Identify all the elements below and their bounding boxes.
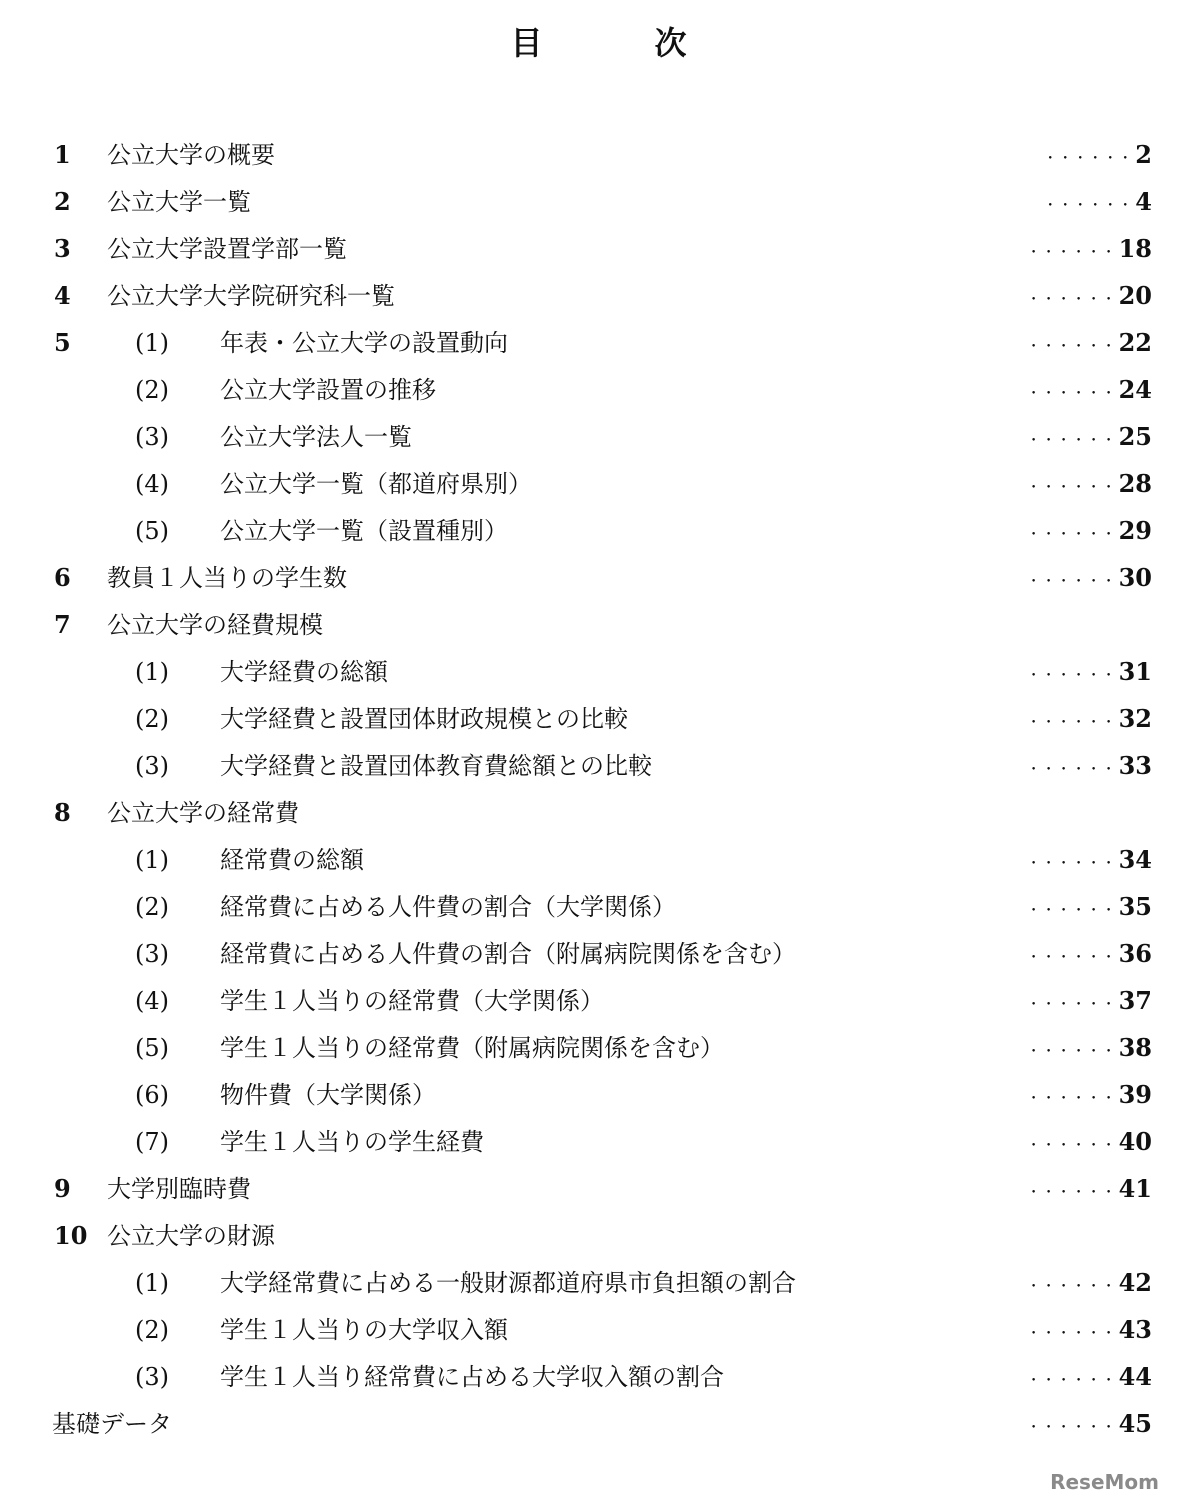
page-number: 4 — [1135, 187, 1152, 216]
leader-dots: ・・・・・・ — [1026, 997, 1117, 1013]
toc-entry[interactable] — [0, 136, 1197, 183]
entry-subnumber: (1) — [135, 329, 169, 357]
toc-entry[interactable] — [0, 794, 1197, 841]
entry-title: 公立大学一覧（都道府県別） — [220, 470, 532, 498]
entry-subnumber: (5) — [135, 1034, 169, 1062]
entry-title: 経常費の総額 — [220, 846, 364, 874]
toc-entry[interactable] — [0, 1170, 1197, 1217]
entry-title: 基礎データ — [52, 1410, 172, 1438]
toc-entry[interactable] — [0, 841, 1197, 888]
page-number: 22 — [1118, 328, 1152, 357]
toc-entry[interactable] — [0, 230, 1197, 277]
page-number: 29 — [1118, 516, 1152, 545]
toc-entry[interactable] — [0, 1405, 1197, 1452]
leader-dots: ・・・・・・ — [1026, 433, 1117, 449]
entry-subnumber: (4) — [135, 470, 169, 498]
entry-title: 大学経常費に占める一般財源都道府県市負担額の割合 — [220, 1269, 796, 1297]
entry-title: 大学経費と設置団体教育費総額との比較 — [220, 752, 652, 780]
entry-title: 公立大学の財源 — [107, 1222, 275, 1250]
page-number: 31 — [1118, 657, 1152, 686]
entry-title: 物件費（大学関係） — [220, 1081, 436, 1109]
entry-title: 公立大学法人一覧 — [220, 423, 412, 451]
entry-title: 公立大学一覧 — [107, 188, 251, 216]
toc-entry[interactable] — [0, 1311, 1197, 1358]
page-leader — [1027, 700, 1152, 742]
page-number: 18 — [1118, 234, 1152, 263]
resemom-watermark: ReseMom — [1050, 1470, 1159, 1494]
entry-title: 公立大学大学院研究科一覧 — [107, 282, 395, 310]
leader-dots: ・・・・・・ — [1026, 574, 1117, 590]
entry-title: 大学経費の総額 — [220, 658, 388, 686]
entry-subnumber: (7) — [135, 1128, 169, 1156]
leader-dots: ・・・・・・ — [1026, 339, 1117, 355]
entry-title: 教員１人当りの学生数 — [107, 564, 347, 592]
toc-entry[interactable] — [0, 888, 1197, 935]
entry-title: 学生１人当りの経常費（大学関係） — [220, 987, 604, 1015]
toc-entry[interactable] — [0, 277, 1197, 324]
toc-entry[interactable] — [0, 465, 1197, 512]
page-number: 35 — [1118, 892, 1152, 921]
toc-entry[interactable] — [0, 512, 1197, 559]
toc-entry[interactable] — [0, 700, 1197, 747]
toc-entry[interactable] — [0, 935, 1197, 982]
page-number: 37 — [1118, 986, 1152, 1015]
toc-entry[interactable] — [0, 371, 1197, 418]
entry-subnumber: (3) — [135, 752, 169, 780]
toc-entry[interactable] — [0, 1076, 1197, 1123]
page-leader — [1027, 1029, 1152, 1071]
entry-subnumber: (2) — [135, 1316, 169, 1344]
entry-subnumber: (3) — [135, 940, 169, 968]
leader-dots: ・・・・・・ — [1026, 245, 1117, 261]
entry-subnumber: (2) — [135, 705, 169, 733]
page-leader — [1027, 1405, 1152, 1447]
page-leader — [1027, 935, 1152, 977]
entry-subnumber: (4) — [135, 987, 169, 1015]
toc-entry[interactable] — [0, 982, 1197, 1029]
page-number: 41 — [1118, 1174, 1152, 1203]
toc-entry[interactable] — [0, 324, 1197, 371]
leader-dots: ・・・・・・ — [1026, 527, 1117, 543]
page-number: 33 — [1118, 751, 1152, 780]
leader-dots: ・・・・・・ — [1026, 903, 1117, 919]
table-of-contents — [0, 136, 1197, 1452]
leader-dots: ・・・・・・ — [1026, 950, 1117, 966]
page-number: 34 — [1118, 845, 1152, 874]
entry-title: 公立大学の経費規模 — [107, 611, 323, 639]
toc-entry[interactable] — [0, 559, 1197, 606]
toc-entry[interactable] — [0, 1217, 1197, 1264]
entry-number: 8 — [54, 798, 71, 827]
toc-entry[interactable] — [0, 1264, 1197, 1311]
page-leader — [1027, 982, 1152, 1024]
entry-number: 7 — [54, 610, 71, 639]
entry-title: 経常費に占める人件費の割合（大学関係） — [220, 893, 676, 921]
leader-dots: ・・・・・・ — [1026, 668, 1117, 684]
toc-entry[interactable] — [0, 1029, 1197, 1076]
page-number: 45 — [1118, 1409, 1152, 1438]
entry-title: 公立大学の概要 — [107, 141, 275, 169]
entry-subnumber: (5) — [135, 517, 169, 545]
entry-number: 6 — [54, 563, 71, 592]
entry-title: 学生１人当り経常費に占める大学収入額の割合 — [220, 1363, 724, 1391]
leader-dots: ・・・・・・ — [1026, 1044, 1117, 1060]
page-leader — [1027, 1170, 1152, 1212]
entry-subnumber: (6) — [135, 1081, 169, 1109]
entry-title: 公立大学一覧（設置種別） — [220, 517, 508, 545]
entry-subnumber: (3) — [135, 423, 169, 451]
page-leader — [1027, 1123, 1152, 1165]
page-leader — [1027, 418, 1152, 460]
leader-dots: ・・・・・・ — [1026, 386, 1117, 402]
toc-entry[interactable] — [0, 653, 1197, 700]
entry-number: 9 — [54, 1174, 71, 1203]
page-leader — [1027, 1358, 1152, 1400]
entry-number: 2 — [54, 187, 71, 216]
page-number: 32 — [1118, 704, 1152, 733]
leader-dots: ・・・・・・ — [1026, 762, 1117, 778]
leader-dots: ・・・・・・ — [1026, 1138, 1117, 1154]
page-leader — [1027, 747, 1152, 789]
page-leader — [1043, 136, 1152, 178]
page-number: 28 — [1118, 469, 1152, 498]
toc-entry[interactable] — [0, 606, 1197, 653]
page-leader — [1027, 371, 1152, 413]
page-leader — [1027, 1264, 1152, 1306]
leader-dots: ・・・・・・ — [1026, 1185, 1117, 1201]
toc-entry[interactable] — [0, 747, 1197, 794]
page-number: 36 — [1118, 939, 1152, 968]
entry-number: 5 — [54, 328, 71, 357]
page-leader — [1027, 841, 1152, 883]
entry-number: 10 — [54, 1221, 88, 1250]
page-leader — [1027, 277, 1152, 319]
leader-dots: ・・・・・・ — [1026, 292, 1117, 308]
page-number: 2 — [1135, 140, 1152, 169]
entry-number: 3 — [54, 234, 71, 263]
entry-subnumber: (3) — [135, 1363, 169, 1391]
page-leader — [1027, 888, 1152, 930]
leader-dots: ・・・・・・ — [1026, 1420, 1117, 1436]
entry-subnumber: (1) — [135, 1269, 169, 1297]
leader-dots: ・・・・・・ — [1026, 715, 1117, 731]
page-number: 30 — [1118, 563, 1152, 592]
leader-dots: ・・・・・・ — [1026, 1279, 1117, 1295]
toc-entry[interactable] — [0, 1358, 1197, 1405]
leader-dots: ・・・・・・ — [1026, 1091, 1117, 1107]
entry-title: 公立大学設置の推移 — [220, 376, 436, 404]
entry-number: 1 — [54, 140, 71, 169]
page-number: 43 — [1118, 1315, 1152, 1344]
page-number: 44 — [1118, 1362, 1152, 1391]
page-number: 40 — [1118, 1127, 1152, 1156]
page-leader — [1027, 230, 1152, 272]
page-leader — [1027, 1311, 1152, 1353]
page-leader — [1027, 324, 1152, 366]
page-title: 目 次 — [510, 24, 727, 62]
leader-dots: ・・・・・・ — [1043, 151, 1134, 167]
page-number: 24 — [1118, 375, 1152, 404]
page-leader — [1027, 512, 1152, 554]
page-number: 25 — [1118, 422, 1152, 451]
entry-subnumber: (1) — [135, 658, 169, 686]
leader-dots: ・・・・・・ — [1026, 1373, 1117, 1389]
page-number: 38 — [1118, 1033, 1152, 1062]
page-leader — [1027, 653, 1152, 695]
entry-title: 年表・公立大学の設置動向 — [220, 329, 508, 357]
entry-title: 学生１人当りの大学収入額 — [220, 1316, 508, 1344]
entry-subnumber: (2) — [135, 376, 169, 404]
leader-dots: ・・・・・・ — [1043, 198, 1134, 214]
entry-title: 学生１人当りの学生経費 — [220, 1128, 484, 1156]
leader-dots: ・・・・・・ — [1026, 1326, 1117, 1342]
page-number: 39 — [1118, 1080, 1152, 1109]
toc-entry[interactable] — [0, 1123, 1197, 1170]
page-leader — [1043, 183, 1152, 225]
page-leader — [1027, 559, 1152, 601]
toc-entry[interactable] — [0, 418, 1197, 465]
entry-title: 大学経費と設置団体財政規模との比較 — [220, 705, 628, 733]
entry-number: 4 — [54, 281, 71, 310]
entry-title: 公立大学の経常費 — [107, 799, 299, 827]
leader-dots: ・・・・・・ — [1026, 856, 1117, 872]
page-leader — [1027, 465, 1152, 507]
entry-subnumber: (2) — [135, 893, 169, 921]
page-leader — [1027, 1076, 1152, 1118]
page-number: 20 — [1118, 281, 1152, 310]
entry-title: 経常費に占める人件費の割合（附属病院関係を含む） — [220, 940, 796, 968]
entry-title: 学生１人当りの経常費（附属病院関係を含む） — [220, 1034, 724, 1062]
entry-title: 公立大学設置学部一覧 — [107, 235, 347, 263]
leader-dots: ・・・・・・ — [1026, 480, 1117, 496]
entry-subnumber: (1) — [135, 846, 169, 874]
entry-title: 大学別臨時費 — [107, 1175, 251, 1203]
toc-entry[interactable] — [0, 183, 1197, 230]
page-number: 42 — [1118, 1268, 1152, 1297]
